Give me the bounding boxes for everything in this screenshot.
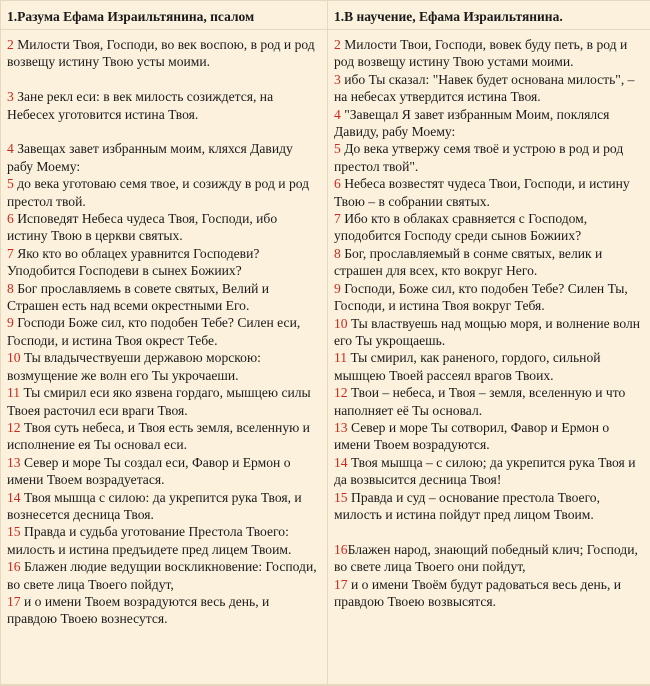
verse-number: 7	[7, 245, 14, 261]
verse-number: 4	[334, 106, 341, 122]
verse-text: Милости Твоя, Господи, во век воспою, в род и род возвещу истину Твою усты моими.	[7, 37, 315, 70]
verse-number: 9	[334, 280, 341, 296]
verse-text: "Завещал Я завет избранным Моим, поклялся Давиду, рабу Моему:	[334, 106, 610, 140]
verse-number: 13	[334, 419, 348, 435]
verse-text: и о имени Твоем возрадуются весь день, и правдою Твоею вознесутся.	[7, 593, 270, 627]
verse-number: 10	[7, 350, 21, 366]
verse-number: 15	[7, 524, 21, 540]
verse-text: Блажен народ, знающий победный клич; Господи, во свете лица Твоего они пойдут,	[334, 541, 638, 575]
verse-text: Ты властвуешь над мощью моря, и волнение волн его Ты укрощаешь.	[334, 315, 641, 348]
verse-text: Исповедят Небеса чудеса Твоя, Господи, ибо истину Твою в церкви святых.	[7, 211, 278, 244]
verse-text: до века уготовaю семя твое, и созижду в род и род престол твой.	[7, 176, 310, 209]
verse	[7, 384, 321, 419]
verse-text: Ты смирил еси яко язвена гордаго, мышцею силы Твоея расточил еси враги Твоя.	[7, 385, 311, 418]
verse-number: 3	[334, 71, 341, 87]
verse-text: Ты смирил, как раненого, гордого, сильной мышцею Твоей рассеял врагов Твоих.	[334, 350, 601, 383]
verse	[7, 88, 321, 123]
verse-number: 12	[334, 385, 348, 401]
verse	[334, 454, 645, 489]
verse-text: Твоя мышца с силою: да укрепится рука Твоя, и вознесется десница Твоя.	[7, 489, 302, 522]
verse-text: Твоя суть небеса, и Твоя есть земля, вселенную и исполнение ея Ты основал еси.	[7, 419, 310, 453]
verse-text: Милости Твои, Господи, вовек буду петь, в род и род возвещу истину Твою устами моими.	[334, 37, 628, 70]
verse-number: 14	[7, 489, 21, 505]
verse	[7, 454, 321, 489]
verse	[334, 71, 645, 106]
verse-text: Правда и суд – основание престола Твоего, милость и истина пойдут пред лицом Твоим.	[334, 489, 601, 522]
verse-number: 9	[7, 315, 14, 331]
verse-text: Бог прославляемь в совете святых, Велий и Страшен есть над всеми окрестными Его.	[7, 280, 270, 314]
left-column-title: 1.Разума Ефама Израильтянина, псалом	[7, 9, 255, 24]
verse-text: Ты владычествуеши державою морскою: возмущение же волн его Ты укрочаеши.	[7, 350, 261, 383]
verse-text: и о имени Твоём будут радоваться весь день, и правдою Твоею возвысятся.	[334, 576, 622, 609]
left-column-body	[1, 30, 328, 685]
verse	[7, 558, 321, 593]
verse	[334, 106, 645, 141]
right-column-title: 1.В научение, Ефама Израильтянина.	[334, 9, 563, 24]
verse-text: Твоя мышца – с силою; да укрепится рука Твоя и да возвысится десница Твоя!	[334, 454, 636, 488]
verse	[7, 210, 321, 245]
verse	[334, 541, 645, 576]
verse	[334, 280, 645, 315]
right-column-body	[328, 30, 650, 685]
verse-number: 11	[7, 385, 21, 401]
verse-number: 13	[7, 454, 21, 470]
verse	[7, 314, 321, 349]
verse-number: 17	[7, 593, 21, 609]
verse	[334, 349, 645, 384]
verse-number: 5	[7, 176, 14, 192]
verse	[7, 419, 321, 454]
verse	[7, 175, 321, 210]
verse	[334, 489, 645, 524]
verse-number: 14	[334, 454, 348, 470]
verse-number: 4	[7, 141, 14, 157]
verse	[7, 523, 321, 558]
verse-number: 2	[7, 37, 14, 52]
verse-text: Господи, Боже сил, кто подобен Тебе? Силен Ты, Господи, и истина Твоя вокруг Тебя.	[334, 280, 628, 314]
verse-number: 17	[334, 576, 348, 592]
verse	[7, 140, 321, 175]
verse-number: 15	[334, 489, 348, 505]
verse-number: 10	[334, 315, 348, 331]
verse	[334, 140, 645, 175]
verse-text: Блажен людие ведущии воскликновение: Господи, во свете лица Твоего пойдут,	[7, 559, 317, 592]
verse-number: 2	[334, 37, 341, 52]
verse-number: 12	[7, 419, 21, 435]
verse-text: До века утвержу семя твоё и устрою в род и род престол твой".	[334, 141, 624, 174]
verse-number: 6	[334, 176, 341, 192]
verse-number: 16	[334, 541, 348, 557]
verse	[334, 245, 645, 280]
verse	[334, 576, 645, 611]
verse	[7, 593, 321, 628]
verse-text: Зане рекл еси: в век милость созиждется, на Небесех уготовится истина Твоя.	[7, 89, 274, 122]
verse	[7, 245, 321, 280]
verse-text: Яко кто во облацех уравнится Господеви? Уподобится Господеви в сынех Божиих?	[7, 245, 260, 279]
verse	[7, 36, 321, 71]
verse-text: Север и море Ты создал еси, Фавор и Ермон о имени Твоем возрадуетася.	[7, 454, 291, 488]
verse-text: Бог, прославляемый в сонме святых, велик и страшен для всех, кто вокруг Него.	[334, 245, 603, 279]
verse-number: 6	[7, 211, 14, 227]
verse-text: Правда и судьба уготование Престола Твоего: милость и истина предъидете пред лицем Твоим.	[7, 524, 292, 557]
verse	[334, 315, 645, 350]
verse	[7, 489, 321, 524]
verse	[334, 36, 645, 71]
verse-number: 11	[334, 350, 348, 366]
verse	[334, 384, 645, 419]
verse-text: ибо Ты сказал: "Навек будет основана милость", – на небесах утвердится истина Твоя.	[334, 71, 635, 105]
verse-number: 3	[7, 89, 14, 105]
verse-number: 8	[334, 245, 341, 261]
verse-text: Ибо кто в облаках сравняется с Господом, уподобится Господу среди сынов Божиих?	[334, 211, 588, 244]
verse-number: 5	[334, 141, 341, 157]
verse-number: 16	[7, 559, 21, 575]
verse-text: Господи Боже сил, кто подобен Тебе? Силен еси, Господи, и истина Твоя окрест Тебе.	[7, 315, 301, 348]
right-column-header	[328, 1, 650, 30]
verse-text: Завещах завет избранным моим, кляхся Давиду рабу Моему:	[7, 141, 293, 174]
verse-text: Твои – небеса, и Твоя – земля, вселенную и что наполняет её Ты основал.	[334, 385, 626, 418]
verse	[334, 175, 645, 210]
verse	[7, 280, 321, 315]
verse	[7, 349, 321, 384]
verse	[334, 419, 645, 454]
verse	[334, 210, 645, 245]
verse-number: 8	[7, 280, 14, 296]
verse-text: Небеса возвестят чудеса Твои, Господи, и истину Твою – в собрании святых.	[334, 176, 630, 209]
verse-number: 7	[334, 211, 341, 227]
verse-text: Север и море Ты сотворил, Фавор и Ермон о имени Твоем возрадуются.	[334, 419, 610, 453]
left-column-header	[1, 1, 328, 30]
